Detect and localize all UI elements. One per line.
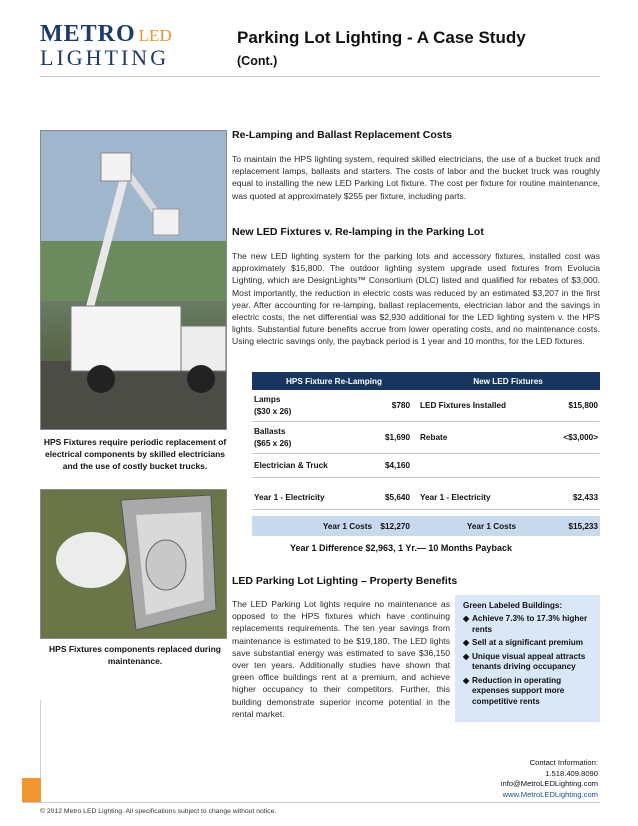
- company-logo: [40, 22, 190, 70]
- row-value: $780: [391, 401, 410, 410]
- totals-led-label: Year 1 Costs: [466, 521, 516, 531]
- row-label: [252, 390, 332, 421]
- row-led-label: [416, 454, 520, 477]
- bullet-icon: ◆: [463, 614, 470, 623]
- contact-website-link[interactable]: www.MetroLEDLighting.com: [502, 789, 598, 799]
- year1-difference: Year 1 Difference $2,963, 1 Yr.— 10 Months Payback: [290, 543, 512, 553]
- logo-metro: METRO LED: [40, 21, 172, 47]
- callout-title: Green Labeled Buildings:: [463, 601, 563, 610]
- contact-email[interactable]: info@MetroLEDLighting.com: [500, 779, 598, 788]
- benefits-text: The LED Parking Lot lights require no maintenance as opposed to the HPS fixtures which have continuing replacements requirements. The ten year savings from maintenance is estimated to be $19,180. The LED lights save substantial energy was estimated to save $36,150 over ten years. Additionally studies have shown that green office buildings rent at a premium, and achieve higher occupancy to their competitors. Further, this building demonstrate superior income potential in the rental market.: [232, 599, 450, 719]
- table-header-led: New LED Fixtures: [473, 376, 543, 386]
- green-buildings-callout: [455, 595, 600, 722]
- row-value: $1,690: [384, 433, 410, 442]
- row-value: $5,640: [384, 493, 410, 502]
- page-title: Parking Lot Lighting - A Case Study: [237, 28, 526, 47]
- table-header: [252, 372, 600, 390]
- table-row: [252, 390, 600, 422]
- copyright-footer: © 2012 Metro LED Lighting. All specifications subject to change without notice.: [40, 808, 277, 815]
- contact-phone: 1.518.409.8090: [545, 768, 598, 778]
- row-label-line2: ($30 x 26): [254, 407, 292, 416]
- logo-lighting: LIGHTING: [40, 45, 170, 70]
- led-vs-heading: New LED Fixtures v. Re-lamping in the Parking Lot: [232, 226, 484, 238]
- row-led-label: Year 1 - Electricity: [420, 493, 491, 502]
- bullet-icon: ◆: [463, 651, 470, 661]
- table-header-hps: HPS Fixture Re-Lamping: [286, 376, 382, 386]
- contact-label: Contact Information:: [529, 758, 598, 767]
- row-led-value: <$3,000>: [563, 433, 598, 442]
- header-divider: [40, 76, 600, 77]
- contact-info: [501, 758, 598, 800]
- photo2-caption: HPS Fixtures components replaced during maintenance.: [49, 644, 221, 666]
- left-accent-rule: [40, 700, 41, 778]
- row-label: Year 1 - Electricity: [254, 493, 325, 502]
- totals-hps-label: Year 1 Costs: [322, 521, 372, 531]
- row-label: [252, 422, 332, 453]
- bucket-truck-photo: [40, 130, 227, 430]
- callout-item: ◆ Achieve 7.3% to 17.3% higher rents: [463, 614, 588, 634]
- table-row: [252, 454, 600, 478]
- fixture-maintenance-photo: [40, 489, 227, 639]
- row-label-line1: Ballasts: [254, 427, 286, 436]
- bullet-icon: ◆: [463, 675, 470, 685]
- table-totals-row: [252, 516, 600, 536]
- page-subtitle: (Cont.): [237, 54, 278, 68]
- orange-accent-block: [22, 778, 41, 802]
- callout-item: ◆ Sell at a significant premium: [463, 638, 584, 647]
- row-led-label: LED Fixtures Installed: [420, 401, 506, 410]
- row-value: $4,160: [384, 461, 410, 470]
- row-led-label: Rebate: [420, 433, 448, 442]
- benefits-heading: LED Parking Lot Lighting – Property Benefits: [232, 575, 458, 587]
- row-label-line2: ($65 x 26): [254, 439, 292, 448]
- row-led-value: $15,800: [568, 401, 598, 410]
- row-label-line1: Lamps: [254, 395, 281, 404]
- row-label: Electrician & Truck: [254, 461, 328, 470]
- row-led-value: [520, 454, 600, 477]
- table-row: [252, 422, 600, 454]
- footer-divider: [22, 802, 600, 803]
- table-row: [252, 486, 600, 510]
- photo1-caption: HPS Fixtures require periodic replacement of electrical components by skilled electricians and the use of costly bucket trucks.: [43, 437, 227, 471]
- led-vs-text: The new LED lighting system for the parking lots and accessory fixtures, installed cost was approximately $15,800. The outdoor lighting system upgrade used fixtures from Evolucia Lighting, which are DesignLights™ Consortium (DLC) listed and qualified for rebates of $3,000. Most importantly, the reduction in electric costs was reduced by an estimated $3,207 in the first year. After accounting for re-lamping, ballast replacements, electrician labor and the savings in electric costs, the net differential was $2,930 additional for the LED lighting system v. the HPS lights. Substantial future benefits accrue from lower operating costs, and no maintenance costs. Using electric savings only, the payback period is 1 year and 10 months, for the LED fixtures.: [232, 251, 600, 347]
- totals-led-value: $15,233: [568, 521, 598, 531]
- relamp-heading: Re-Lamping and Ballast Replacement Costs: [232, 129, 452, 141]
- cost-comparison-table: [252, 372, 600, 536]
- callout-item: ◆ Reduction in operating expenses support more competitive rents: [463, 675, 565, 706]
- row-led-value: $2,433: [572, 493, 598, 502]
- totals-hps-value: $12,270: [380, 521, 410, 531]
- callout-item: ◆ Unique visual appeal attracts tenants driving occupancy: [463, 651, 586, 671]
- table-spacer: [252, 478, 600, 486]
- bullet-icon: ◆: [463, 638, 470, 647]
- relamp-text: To maintain the HPS lighting system, required skilled electricians, the use of a bucket truck and replacement lamps, ballasts and starters. The costs of labor and the bucket truck was roughly equal to installing the new LED Parking Lot fixture. The cost per fixture for routine maintenance, was quoted at approximately $255 per fixture, including parts.: [232, 154, 600, 201]
